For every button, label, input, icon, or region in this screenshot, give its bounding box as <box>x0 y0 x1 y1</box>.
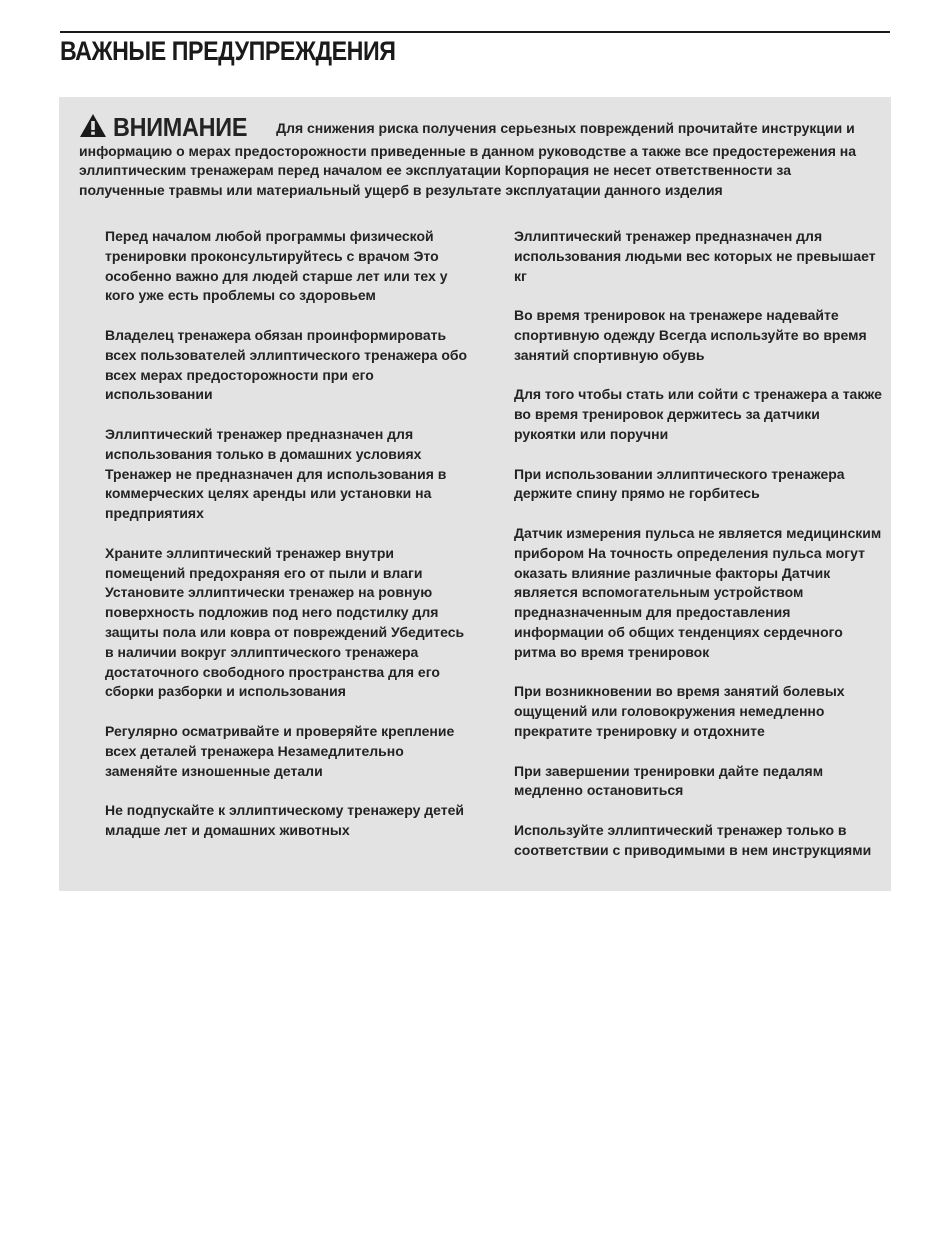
warning-box <box>59 97 891 891</box>
precaution-item: При возникновении во время занятий болевых ощущений или головокружения немедленно прекратите тренировку и отдохните <box>514 683 845 739</box>
precaution-item: Не подпускайте к эллиптическому тренажеру детей младше лет и домашних животных <box>105 802 464 838</box>
attention-heading <box>79 113 262 142</box>
precaution-item: Для того чтобы стать или сойти с тренажера а также во время тренировок держитесь за датчики рукоятки или поручни <box>514 386 882 442</box>
warning-intro-text: Для снижения риска получения серьезных повреждений прочитайте инструкции и информацию о мерах предосторожности приведенные в данном руководстве а также все предостережения на эллиптическим тренажерам перед началом ее эксплуатации Корпорация не несет ответственности за полученные травмы или материальный ущерб в результате эксплуатации данного изделия <box>79 120 856 198</box>
precaution-item: Храните эллиптический тренажер внутри помещений предохраняя его от пыли и влаги Установите эллиптически тренажер на ровную поверхность подложив под него подстилку для защиты пола или ковра от повреждений Убедитесь в наличии вокруг эллиптического тренажера достаточного свободного пространства для его сборки разборки и использования <box>105 544 465 700</box>
warning-intro <box>79 113 879 200</box>
page-title: ВАЖНЫЕ ПРЕДУПРЕЖДЕНИЯ <box>60 36 396 66</box>
attention-word: ВНИМАНИЕ <box>113 112 248 142</box>
precautions-left-column <box>105 227 475 861</box>
precaution-item: При завершении тренировки дайте педалям медленно остановиться <box>514 762 824 799</box>
precaution-item: Владелец тренажера обязан проинформировать всех пользователей эллиптического тренажера обо всех мерах предосторожности при его использовании <box>105 326 468 403</box>
warning-triangle-icon <box>79 113 107 138</box>
precaution-item: Эллиптический тренажер предназначен для использования людьми вес которых не превышает кг <box>514 228 876 284</box>
precaution-item: Датчик измерения пульса не является медицинским прибором На точность определения пульса могут оказать влияние различные факторы Датчик является вспомогательным устройством предназначенным для предоставления информации об общих тенденциях сердечного ритма во время тренировок <box>514 524 882 660</box>
precautions-right-column <box>514 227 884 880</box>
precaution-item: Используйте эллиптический тренажер только в соответствии с приводимыми в нем инструкциями <box>514 821 872 858</box>
precaution-item: При использовании эллиптического тренажера держите спину прямо не горбитесь <box>514 465 845 502</box>
precaution-item: Перед началом любой программы физической тренировки проконсультируйтесь с врачом Это особенно важно для людей старше лет или тех у кого уже есть проблемы со здоровьем <box>105 228 448 304</box>
precaution-item: Эллиптический тренажер предназначен для использования только в домашних условиях Тренажер не предназначен для использования в коммерческих целях аренды или установки на предприятиях <box>105 425 447 522</box>
precaution-item: Во время тренировок на тренажере надевайте спортивную одежду Всегда используйте во время занятий спортивную обувь <box>514 307 867 363</box>
precaution-item: Регулярно осматривайте и проверяйте крепление всех деталей тренажера Незамедлительно заменяйте изношенные детали <box>105 722 455 779</box>
header-rule <box>60 31 890 33</box>
